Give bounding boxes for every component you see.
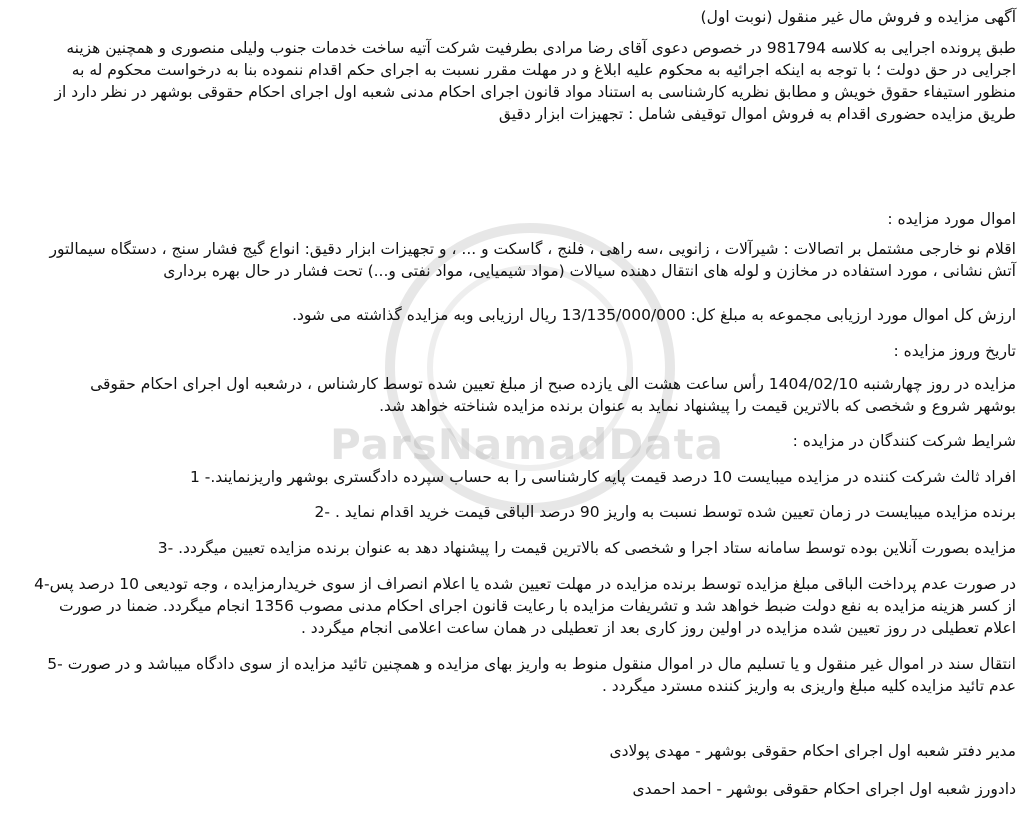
intro-line-3: منظور استیفاء حقوق خویش و مطابق نظریه کارشناسی به استناد مواد قانون اجرای احکام مدنی شعبه اول اجرای احکام حقوقی بوشهر در نظر دارد از xyxy=(54,83,1016,101)
condition-1: افراد ثالث شرکت کننده در مزایده میبایست 10 درصد قیمت پایه کارشناسی را به حساب سپرده دادگستری بوشهر واریزنمایند.- 1 xyxy=(189,468,1016,486)
condition-5-line-2: عدم تائید مزایده کلیه مبلغ واریزی به واریز کننده مسترد میگردد . xyxy=(601,677,1016,695)
conditions-heading: شرایط شرکت کنندگان در مزایده : xyxy=(792,432,1016,450)
watermark-text: ParsNamadData xyxy=(330,420,724,469)
condition-4-line-2: از کسر هزینه مزایده به نفع دولت ضبط خواهد شد و تشریفات مزایده با رعایت قانون اجرای احکام مدنی مصوب 1356 انجام میگردد. ضمنا در صورت xyxy=(58,597,1016,615)
valuation-line: ارزش کل اموال مورد ارزیابی مجموعه به مبلغ کل: 13/135/000/000 ریال ارزیابی وبه مزایده گذاشته می شود. xyxy=(292,306,1016,324)
date-heading: تاریخ وروز مزایده : xyxy=(893,342,1016,360)
signature-office-manager: مدیر دفتر شعبه اول اجرای احکام حقوقی بوشهر - مهدی پولادی xyxy=(609,742,1016,760)
property-heading: اموال مورد مزایده : xyxy=(887,210,1016,228)
date-line-2: بوشهر شروع و شخصی که بالاترین قیمت را پیشنهاد نماید به عنوان برنده مزایده شناخته خواهد شد. xyxy=(379,397,1016,415)
date-line-1: مزایده در روز چهارشنبه 1404/02/10 رأس ساعت هشت الی یازده صبح از مبلغ تعیین شده توسط کارشناس ، درشعبه اول اجرای احکام حقوقی xyxy=(90,375,1016,393)
property-line-2: آتش نشانی ، مورد استفاده در مخازن و لوله های انتقال دهنده سیالات (مواد شیمیایی، مواد نفتی و...) تحت فشار در حال بهره برداری xyxy=(163,262,1016,280)
signature-bailiff: دادورز شعبه اول اجرای احکام حقوقی بوشهر - احمد احمدی xyxy=(632,780,1016,798)
condition-3: مزایده بصورت آنلاین بوده توسط سامانه ستاد اجرا و شخصی که بالاترین قیمت را پیشنهاد دهد به عنوان برنده مزایده تعیین میگردد. -3 xyxy=(157,539,1016,557)
condition-4-line-3: اعلام تعطیلی در روز تعیین شده مزایده در اولین روز کاری بعد از تعطیلی در همان ساعت اعلامی انجام میگردد . xyxy=(300,619,1016,637)
condition-5-line-1: انتقال سند در اموال غیر منقول و یا تسلیم مال در اموال منقول منوط به واریز بهای مزایده و همچنین تائید مزایده از سوی دادگاه میباشد و در صورت -5 xyxy=(47,655,1016,673)
notice-title: آگهی مزایده و فروش مال غیر منقول (نوبت اول) xyxy=(700,8,1016,26)
intro-line-4: طریق مزایده حضوری اقدام به فروش اموال توقیفی شامل : تجهیزات ابزار دقیق xyxy=(498,105,1016,123)
intro-line-1: طبق پرونده اجرایی به کلاسه 981794 در خصوص دعوی آقای رضا مرادی بطرفیت شرکت آتیه ساخت خدمات جنوب ولیلی منصوری و همچنین هزینه xyxy=(66,39,1016,57)
property-line-1: اقلام نو خارجی مشتمل بر اتصالات : شیرآلات ، زانویی ،سه راهی ، فلنج ، گاسکت و ... ، و تجهیزات ابزار دقیق: انواع گیج فشار سنج ، دستگاه سیمالتور xyxy=(49,240,1016,258)
intro-line-2: اجرایی در حق دولت ؛ با توجه به اینکه اجرائیه به محکوم علیه ابلاغ و در مهلت مقرر نسبت به اجرای حکم اقدام ننموده بنا به درخواست محکوم له به xyxy=(71,61,1016,79)
condition-2: برنده مزایده میبایست در زمان تعیین شده توسط نسبت به واریز 90 درصد الباقی قیمت خرید اقدام نماید . -2 xyxy=(314,503,1016,521)
condition-4-line-1: در صورت عدم پرداخت الباقی مبلغ مزایده توسط برنده مزایده در مهلت تعیین شده یا اعلام انصراف از سوی خریدارمزایده ، وجه تودیعی 10 درصد پس-4 xyxy=(34,575,1016,593)
